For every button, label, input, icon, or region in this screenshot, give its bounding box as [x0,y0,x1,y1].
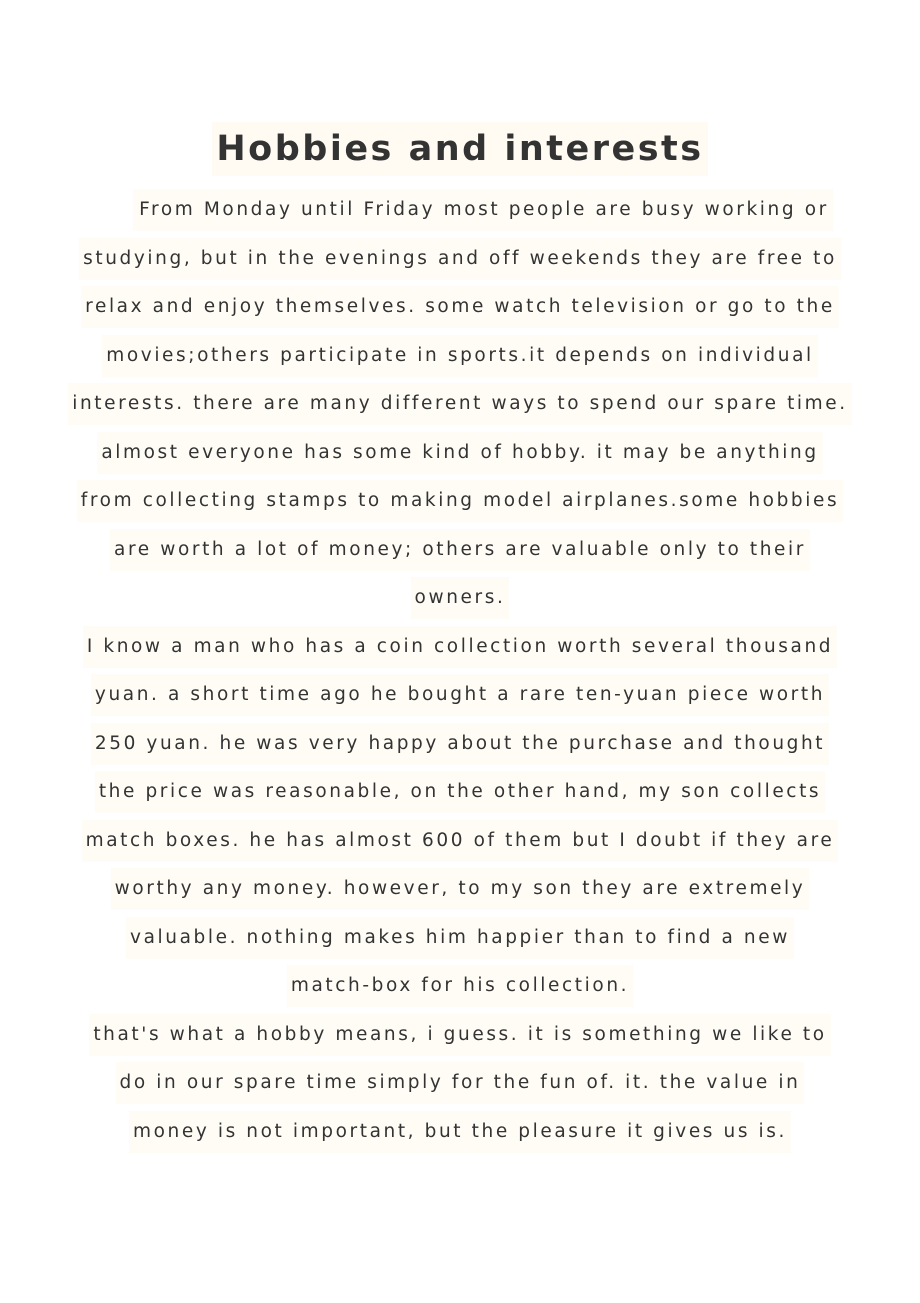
text-line-content: movies;others participate in sports.it depends on individual [102,335,818,377]
text-line-content: owners. [411,577,510,619]
text-line [0,1059,920,1108]
text-line [0,817,920,866]
text-line-content: match boxes. he has almost 600 of them but I doubt if they are [82,820,839,862]
text-line [0,671,920,720]
text-line-content: are worth a lot of money; others are valuable only to their [110,529,810,571]
text-line-content: 250 yuan. he was very happy about the purchase and thought [91,723,829,765]
text-line-content: relax and enjoy themselves. some watch television or go to the [81,286,839,328]
text-line [0,477,920,526]
text-line-content: that's what a hobby means, i guess. it is something we like to [89,1014,830,1056]
text-line-content: yuan. a short time ago he bought a rare ten-yuan piece worth [91,674,829,716]
document-body [0,186,920,1156]
text-line [0,186,920,235]
text-line [0,1011,920,1060]
text-line [0,574,920,623]
text-line-content: valuable. nothing makes him happier than to find a new [126,917,794,959]
text-line [0,720,920,769]
document-title: Hobbies and interests [212,122,707,176]
text-line-content: almost everyone has some kind of hobby. it may be anything [97,432,822,474]
text-line [0,623,920,672]
text-line-content: do in our spare time simply for the fun of. it. the value in [116,1062,805,1104]
text-line-content: studying, but in the evenings and off weekends they are free to [79,238,841,280]
text-line [0,283,920,332]
text-line [0,914,920,963]
text-line-content: worthy any money. however, to my son they are extremely [111,868,810,910]
text-line-content: money is not important, but the pleasure it gives us is. [129,1111,791,1153]
title-container [0,122,920,176]
text-line [0,526,920,575]
text-line-content: the price was reasonable, on the other hand, my son collects [95,771,825,813]
text-line [0,768,920,817]
text-line-content: from collecting stamps to making model airplanes.some hobbies [77,480,843,522]
text-line [0,235,920,284]
text-line-content: interests. there are many different ways to spend our spare time. [68,383,852,425]
text-line [0,332,920,381]
text-line [0,962,920,1011]
text-line [0,1108,920,1157]
text-line [0,380,920,429]
text-line [0,865,920,914]
text-line-content: match-box for his collection. [287,965,633,1007]
text-line-content: From Monday until Friday most people are busy working or [87,189,833,231]
text-line [0,429,920,478]
text-line-content: I know a man who has a coin collection worth several thousand [83,626,837,668]
